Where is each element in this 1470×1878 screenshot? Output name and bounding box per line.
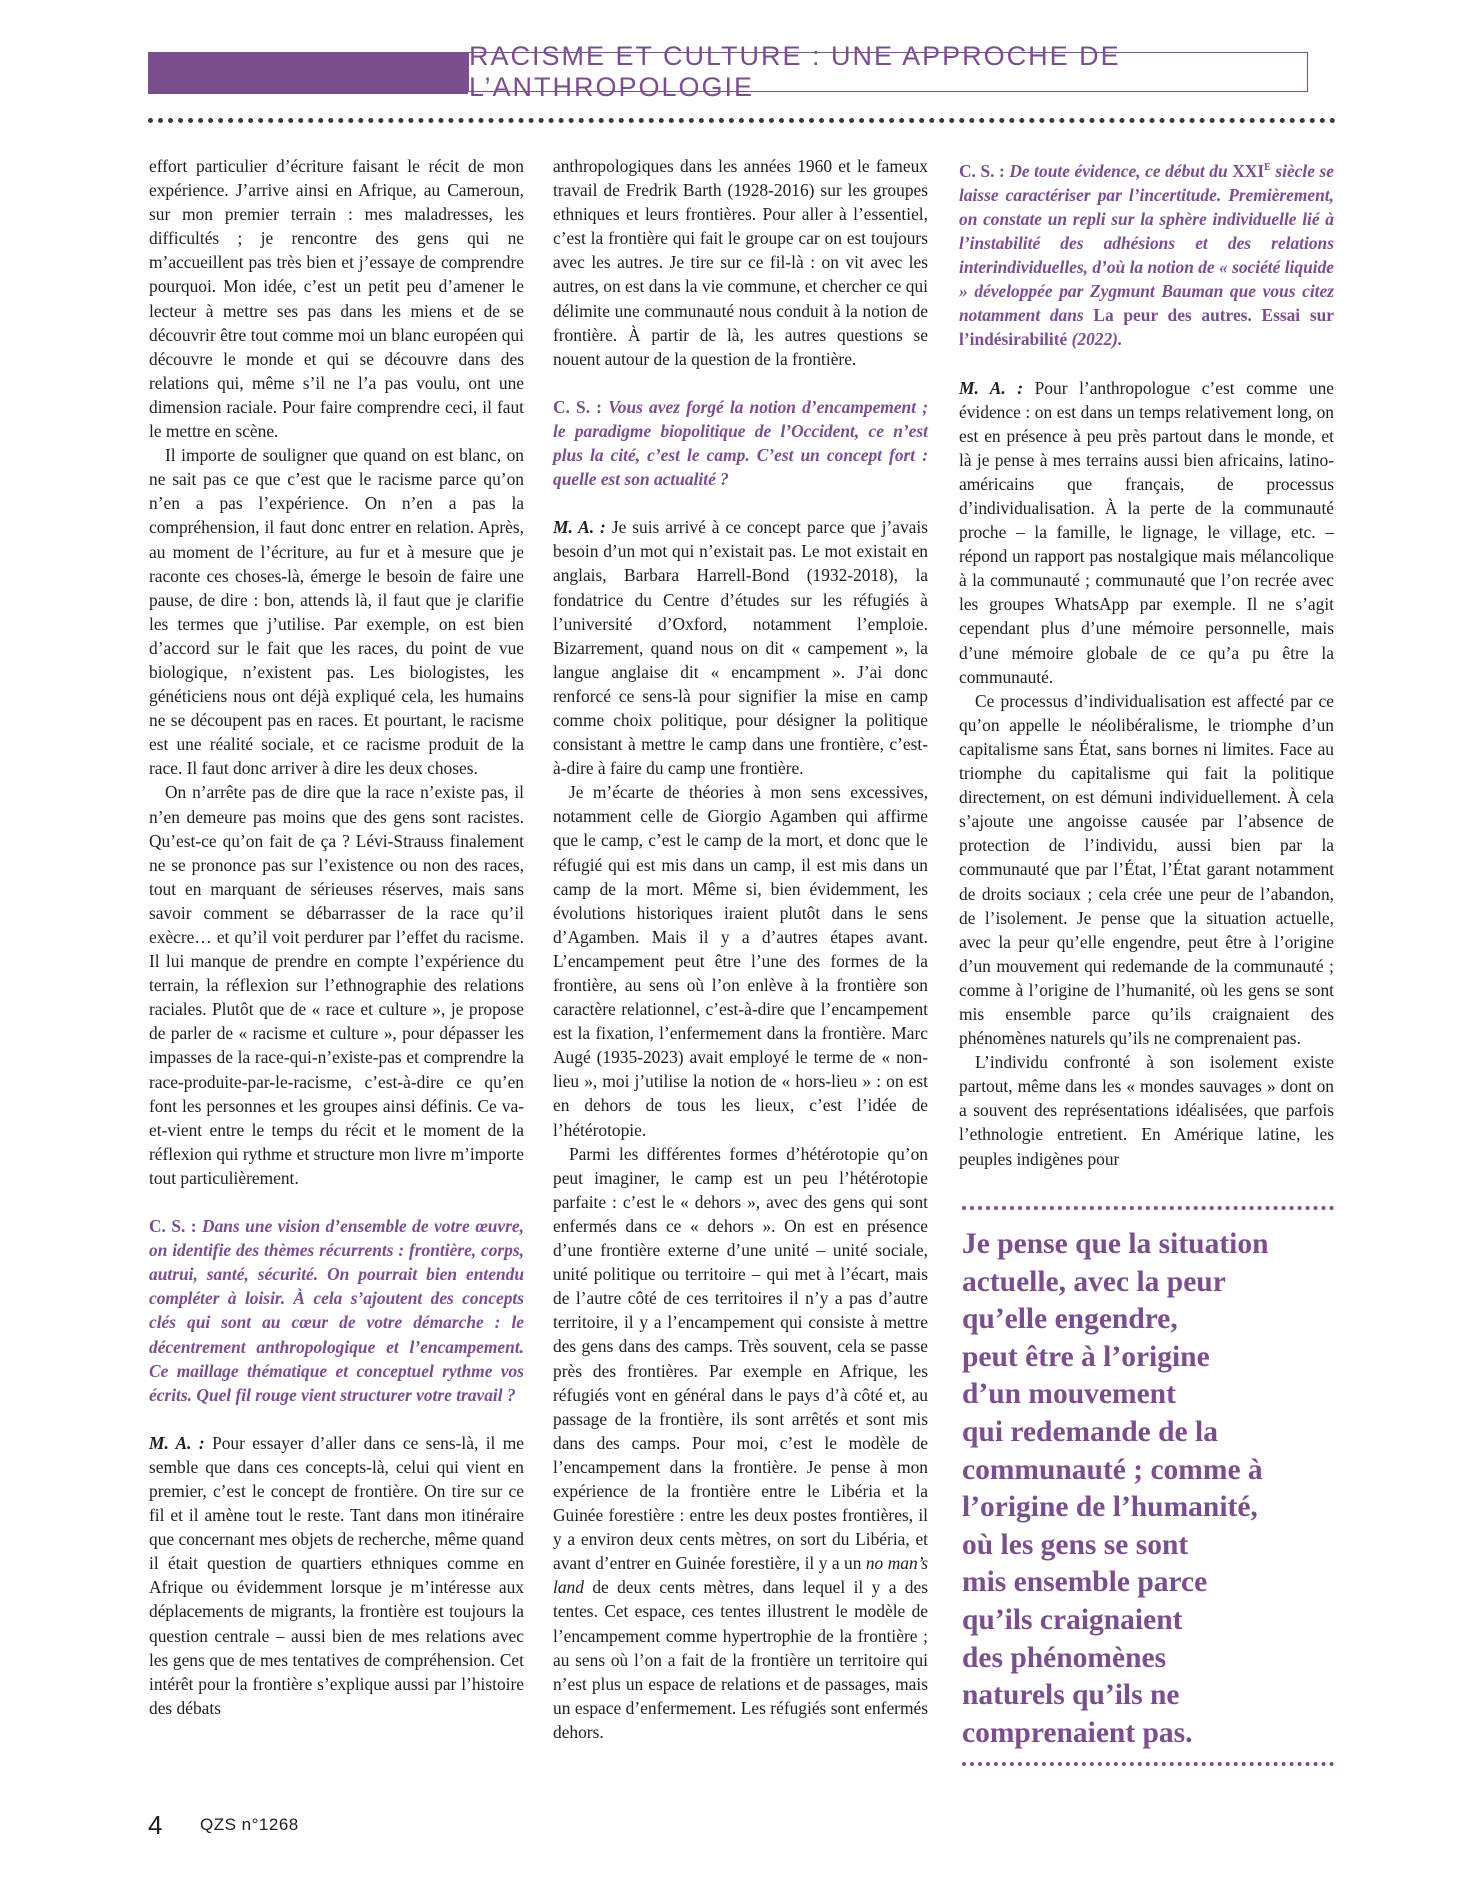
question-text: De toute évidence, ce début du bbox=[1009, 160, 1228, 181]
magazine-issue: QZS n°1268 bbox=[200, 1815, 299, 1834]
century-numeral bbox=[1232, 158, 1271, 181]
pullquote-line: communauté ; comme à bbox=[962, 1453, 1263, 1486]
speaker-label: C. S. : bbox=[553, 396, 602, 417]
pullquote-dotted-rule-top bbox=[962, 1206, 1334, 1210]
column-3 bbox=[959, 154, 1334, 1171]
italic-term: no man’s land bbox=[553, 1553, 928, 1598]
question-text: siècle se laisse caractériser par l’incertitude. Premièrement, on constate un repli sur la sphère individuelle lié à l’instabilité des adhésions et des relations interindividuelles, d’où la notion de « société liquide » développée par Zygmunt Bauman que vous citez notamment dans bbox=[959, 160, 1334, 326]
header-title: RACISME ET CULTURE : UNE APPROCHE DE L’ANTHROPOLOGIE bbox=[468, 52, 1308, 92]
paragraph: Je m’écarte de théories à mon sens excessives, notamment celle de Giorgio Agamben qui affirme que le camp, c’est le camp de la mort, et donc que le réfugié qui est mis dans un camp, il est mis dans un camp de la mort. Même si, bien évidemment, les évolutions historiques iraient plutôt dans le sens d’Agamben. Mais il y a d’autres étapes avant. L’encampement peut être l’une des formes de la frontière, au sens où l’on enlève à la frontière son caractère relationnel, c’est-à-dire que l’encampement est la fixation, l’enfermement dans la frontière. Marc Augé (1935-2023) avait employé le terme de « non-lieu », moi j’utilise la notion de « hors-lieu » : on est en dehors de tous les lieux, c’est l’idée de l’hétérotopie. bbox=[553, 782, 928, 1140]
speaker-label: C. S. : bbox=[959, 160, 1005, 181]
pullquote-line: comprenaient pas. bbox=[962, 1716, 1193, 1749]
pullquote-line: naturels qu’ils ne bbox=[962, 1679, 1180, 1712]
interview-question bbox=[149, 1214, 524, 1407]
pullquote-line: l’origine de l’humanité, bbox=[962, 1491, 1258, 1524]
paragraph: L’individu confronté à son isolement existe partout, même dans les « mondes sauvages » dont on a souvent des représentations idéalisées, que parfois l’ethnologie entretient. En Amérique latine, les peuples indigènes pour bbox=[959, 1052, 1334, 1169]
header-color-bar bbox=[148, 52, 468, 94]
answer-text: Pour essayer d’aller dans ce sens-là, il me semble que dans ces concepts-là, celui qui vient en premier, c’est le concept de frontière. On tire sur ce fil et il amène tout le reste. Tant dans mon itinéraire que concernant mes objets de recherche, même quand il était question de quartiers ethniques comme en Afrique ou évidemment lorsque je m’intéresse aux déplacements de migrants, la frontière est toujours la question centrale – aussi bien de mes relations avec les gens que de mes tentatives de compréhension. Cet intérêt pour la frontière s’explique aussi par l’histoire des débats bbox=[149, 1432, 524, 1718]
question-text: Vous avez forgé la notion d’encampement ; le paradigme biopolitique de l’Occident, ce n’est plus la cité, c’est le camp. C’est un concept fort : quelle est son actualité ? bbox=[553, 396, 928, 490]
pullquote-line: qu’elle engendre, bbox=[962, 1303, 1178, 1336]
speaker-label: C. S. : bbox=[149, 1216, 197, 1237]
pullquote bbox=[962, 1226, 1342, 1752]
pullquote-dotted-rule-bottom bbox=[962, 1762, 1334, 1766]
pullquote-line: où les gens se sont bbox=[962, 1528, 1189, 1561]
header-dotted-rule bbox=[148, 118, 1336, 123]
speaker-label: M. A. : bbox=[959, 377, 1024, 398]
answer-text: Je suis arrivé à ce concept parce que j’avais besoin d’un mot qui n’existait pas. Le mot existait en anglais, Barbara Harrell-Bond (1932-2018), la fondatrice du Centre d’études sur les réfugiés à l’université d’Oxford, notamment l’emploie. Bizarrement, quand nous on dit « campement », la langue anglaise dit « encampment ». J’ai donc renforcé ce sens-là pour signifier la mise en camp comme choix politique, pour désigner la politique consistant à mettre le camp dans une frontière, c’est-à-dire à faire du camp une frontière. bbox=[553, 517, 928, 779]
pullquote-line: mis ensemble parce bbox=[962, 1566, 1208, 1599]
interview-question bbox=[959, 154, 1334, 352]
pullquote-line: d’un mouvement bbox=[962, 1378, 1176, 1411]
answer-text: Pour l’anthropologue c’est comme une évidence : on est dans un temps relativement long, on est en présence à peu près partout dans le monde, et là je pense à mes terrains aussi bien africains, latino-américains que français, de processus d’individualisation. À la perte de la communauté proche – la famille, le lignage, le village, etc. – répond un rapport pas nostalgique mais mélancolique à la communauté ; communauté que l’on recrée avec les groupes WhatsApp par exemple. Il ne s’agit cependant plus d’une mémoire personnelle, mais d’une mémoire globale de ce qu’a pu être la communauté. bbox=[959, 377, 1334, 687]
pullquote-line: Je pense que la situation bbox=[962, 1228, 1269, 1260]
paragraph: Il importe de souligner que quand on est blanc, on ne sait pas ce que c’est que le racisme parce qu’on n’en a pas l’expérience. On n’en a pas la compréhension, il faut donc entrer en relation. Après, au moment de l’écriture, au fur et à mesure que je raconte ces choses-là, émerge le besoin de faire une pause, de dire : bon, attends là, il faut que je clarifie les termes que j’utilise. Par exemple, on est bien d’accord sur le fait que les races, du point de vue biologique, n’existent pas. Les biologistes, les généticiens nous ont déjà expliqué cela, les humains ne se découpent pas en races. Et pourtant, le racisme est une réalité sociale, et ce racisme produit de la race. Il faut donc arriver à dire les deux choses. bbox=[149, 445, 524, 779]
interview-question bbox=[553, 395, 928, 491]
column-1 bbox=[149, 154, 524, 1720]
paragraph bbox=[553, 1142, 928, 1744]
paragraph-text: Parmi les différentes formes d’hétérotopie qu’on peut imaginer, le camp est un peu l’hétérotopie parfaite : c’est le « dehors », avec des gens qui sont enfermés dans ce « dehors ». On est en présence d’une frontière externe d’une unité – unité sociale, unité politique ou territoire – qui met à l’écart, mais de l’autre côté de ces territoires il n’y a pas d’autre territoire, il y a l’encampement qui consiste à mettre des gens dans des camps. Très souvent, cela se passe près des frontières. Par exemple en Afrique, les réfugiés vont en général dans le pays d’à côté et, au passage de la frontière, ils sont arrêtés et sont mis dans des camps. Pour moi, c’est le modèle de l’encampement dans la frontière. Je pense à mon expérience de la frontière entre le Libéria et la Guinée forestière : entre les deux postes frontières, il y a environ deux cents mètres, on sort du Libéria, et avant d’entrer en Guinée forestière, il y a un bbox=[553, 1143, 928, 1574]
paragraph: anthropologiques dans les années 1960 et le fameux travail de Fredrik Barth (1928-2016) sur les groupes ethniques et leurs frontières. Pour aller à l’essentiel, c’est la frontière qui fait le groupe car on est toujours avec les autres. Je tire sur ce fil-là : on vit avec les autres, on est dans la vie commune, et chercher ce qui délimite une communauté nous conduit à la notion de frontière. À partir de là, les autres questions se nouent autour de la question de la frontière. bbox=[553, 156, 928, 369]
question-text: Dans une vision d’ensemble de votre œuvre, on identifie des thèmes récurrents : frontière, corps, autrui, santé, sécurité. On pourrait bien entendu compléter à loisir. À cela s’ajoutent des concepts clés qui sont au cœur de votre démarche : le décentrement anthropologique et l’encampement. Ce maillage thématique et conceptuel rythme vos écrits. Quel fil rouge vient structurer votre travail ? bbox=[149, 1216, 524, 1405]
paragraph-text: de deux cents mètres, dans lequel il y a des tentes. Cet espace, ces tentes illustrent le modèle de l’encampement comme hypertrophie de la frontière ; au sens où l’on a fait de la frontière un territoire qui n’est plus un espace de relations et de passages, mais un espace d’enfermement. Les réfugiés sont enfermés dehors. bbox=[553, 1577, 928, 1742]
speaker-label: M. A. : bbox=[149, 1432, 205, 1453]
pullquote-line: des phénomènes bbox=[962, 1641, 1167, 1674]
speaker-label: M. A. : bbox=[553, 517, 606, 538]
pullquote-line: qu’ils craignaient bbox=[962, 1603, 1183, 1636]
century-roman: XXI bbox=[1232, 160, 1265, 181]
column-2 bbox=[553, 154, 928, 1744]
pullquote-line: peut être à l’origine bbox=[962, 1340, 1210, 1373]
interview-answer bbox=[149, 1431, 524, 1720]
book-year: (2022). bbox=[1071, 329, 1123, 350]
century-suffix: e bbox=[1264, 158, 1271, 174]
page-number: 4 bbox=[148, 1810, 163, 1840]
interview-answer bbox=[959, 376, 1334, 689]
interview-answer bbox=[553, 515, 928, 780]
pullquote-line: qui redemande de la bbox=[962, 1415, 1218, 1448]
paragraph: effort particulier d’écriture faisant le récit de mon expérience. J’arrive ainsi en Afrique, au Cameroun, sur mon premier terrain : mes maladresses, les difficultés ; je rencontre des gens qui ne m’accueillent pas très bien et j’essaye de comprendre pourquoi. Mon idée, c’est un petit peu d’amener le lecteur à mettre ses pas dans les miens et de se découvrir être tout comme moi un blanc européen qui découvre le monde et qui se découvre dans des relations qui, même s’il ne l’a pas voulu, ont une dimension raciale. Pour faire comprendre ceci, il faut le mettre en scène. bbox=[149, 156, 524, 442]
book-title: La peur des autres. Essai sur l’indésirabilité bbox=[959, 305, 1334, 350]
pullquote-line: actuelle, avec la peur bbox=[962, 1265, 1226, 1298]
paragraph: On n’arrête pas de dire que la race n’existe pas, il n’en demeure pas moins que des gens sont racistes. Qu’est-ce qu’on fait de ça ? Lévi-Strauss finalement ne se prononce pas sur l’existence ou non des races, tout en marquant de sérieuses réserves, mais sans savoir comment se débarrasser de la race qu’il exècre… et qu’il voit perdurer par l’effet du racisme. Il lui manque de prendre en compte l’expérience du terrain, la réflexion sur l’ethnographie des relations raciales. Plutôt que de « race et culture », je propose de parler de « racisme et culture », pour dépasser les impasses de la race-qui-n’existe-pas et comprendre la race-produite-par-le-racisme, c’est-à-dire ce qu’en font les personnes et les groupes ainsi définis. Ce va-et-vient entre le temps du récit et le moment de la réflexion qui rythme et structure mon livre m’importe tout particulièrement. bbox=[149, 782, 524, 1188]
paragraph: Ce processus d’individualisation est affecté par ce qu’on appelle le néolibéralisme, le triomphe d’un capitalisme sans État, sans bornes ni limites. Face au triomphe du capitalisme qui fait la politique directement, on est démuni individuellement. À cela s’ajoute une angoisse causée par l’absence de protection de l’individu, aussi bien par la communauté que par l’État, l’État garant notamment de droits sociaux ; cela crée une peur de l’abandon, de l’isolement. Je pense que la situation actuelle, avec la peur qu’elle engendre, peut être à l’origine d’un mouvement qui redemande de la communauté ; comme à l’origine de l’humanité, où les gens se sont mis ensemble parce qu’ils craignaient des phénomènes naturels qu’ils ne comprenaient pas. bbox=[959, 690, 1334, 1049]
running-header bbox=[148, 41, 1310, 102]
